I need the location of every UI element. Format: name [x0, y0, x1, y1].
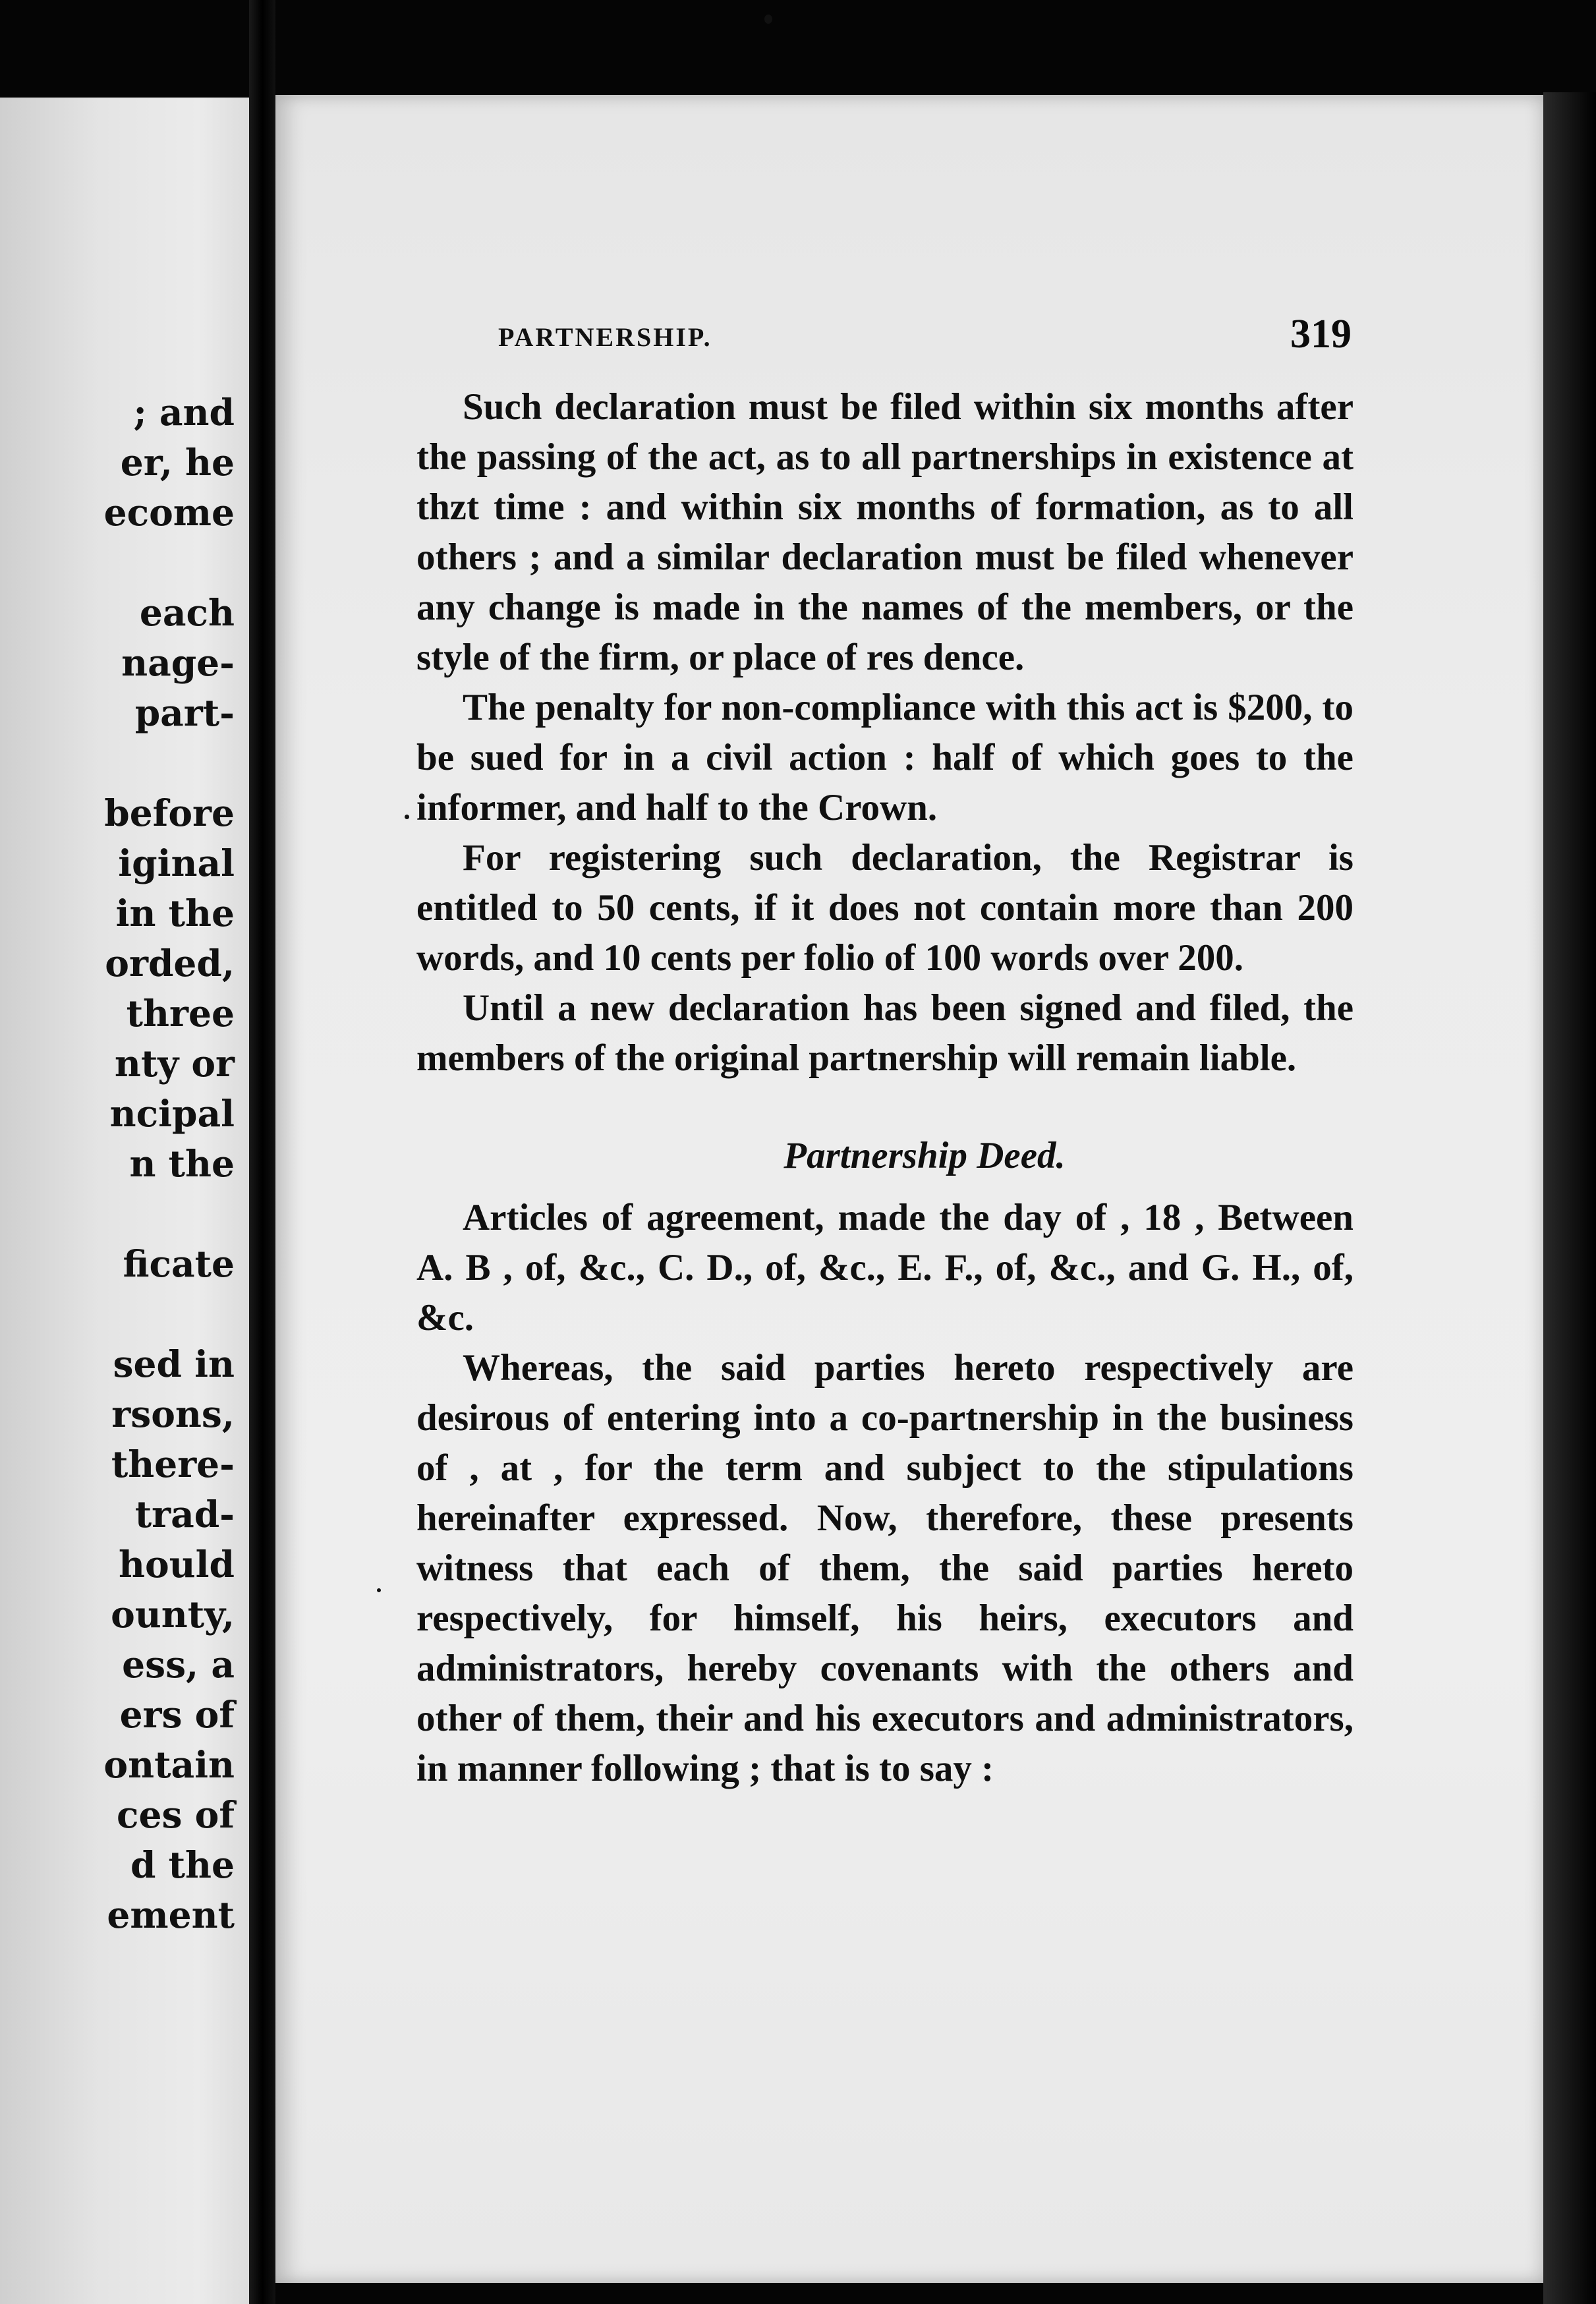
- scan-speck: [764, 14, 772, 24]
- left-page-line: [103, 1189, 235, 1239]
- paragraph-whereas: Whereas, the said parties hereto respectively are desirous of entering into a co-partnership in the business of , at , for the term and subject to the stipulations hereinafter expressed. Now, therefore, these presents witness that each of them, the said parties hereto respectively, for himself, his heirs, executors and administrators, hereby covenants with the others and other of them, their and his executors and administrators, in manner following ; that is to say :: [416, 1347, 1354, 1789]
- left-page-line: each: [139, 591, 235, 634]
- left-page-line: part-: [134, 691, 235, 734]
- left-page-line: ficate: [123, 1242, 235, 1285]
- paragraph-declaration-filing: Such declaration must be filed within six months after the passing of the act, as to all partnerships in existence at thzt time : and within six months of formation, as to all others ; and a similar declaration must be filed whenever any change is made in the names of the members, or the style of the firm, or place of res dence.: [416, 386, 1354, 678]
- running-head: PARTNERSHIP.: [498, 322, 712, 352]
- left-page-line: hould: [118, 1543, 235, 1586]
- left-page-line: [103, 1289, 235, 1339]
- left-page-line: trad-: [134, 1493, 235, 1536]
- left-page-line: in the: [115, 892, 235, 935]
- left-page-line: rsons,: [111, 1393, 235, 1435]
- left-page-line: d the: [130, 1843, 235, 1886]
- left-page-line: er, he: [120, 441, 235, 484]
- left-page-line: before: [104, 792, 235, 834]
- section-heading: Partnership Deed.: [784, 1135, 1066, 1176]
- left-page-line: iginal: [118, 842, 235, 884]
- paragraph-articles-of-agreement: Articles of agreement, made the day of , 18 , Between A. B , of, &c., C. D., of, &c., E. F., of, &c., and G. H., of, &c.: [416, 1197, 1354, 1339]
- left-page-line: ers of: [119, 1693, 235, 1736]
- left-page-line: there-: [111, 1443, 235, 1485]
- left-page-line: ement: [107, 1893, 235, 1936]
- left-page-line: ces of: [117, 1793, 235, 1836]
- left-page-line: [103, 738, 235, 788]
- left-facing-page: [0, 98, 249, 2304]
- book-gutter: [249, 0, 275, 2304]
- left-page-line: [103, 538, 235, 588]
- left-page-line-fragments: [103, 388, 235, 1940]
- paragraph-liability: Until a new declaration has been signed and filed, the members of the original partnership will remain liable.: [416, 987, 1354, 1079]
- left-page-line: sed in: [113, 1342, 235, 1385]
- page-number: 319: [1290, 312, 1352, 357]
- scan-speck: [377, 1588, 381, 1592]
- left-page-line: ontain: [103, 1743, 235, 1786]
- left-page-line: ess, a: [122, 1643, 235, 1686]
- right-page-edge: [1543, 92, 1596, 2304]
- left-page-line: ncipal: [109, 1092, 235, 1135]
- page-body: [416, 382, 1354, 1794]
- paragraph-registration-fee: For registering such declaration, the Registrar is entitled to 50 cents, if it does not contain more than 200 words, and 10 cents per folio of 100 words over 200.: [416, 837, 1354, 979]
- left-page-line: three: [126, 992, 235, 1035]
- left-page-line: nty or: [114, 1042, 235, 1085]
- left-page-line: ; and: [133, 391, 235, 434]
- paragraph-penalty: The penalty for non-compliance with this act is $200, to be sued for in a civil action : half of which goes to the informer, and half to the Crown.: [416, 687, 1354, 828]
- scan-speck: [405, 815, 409, 819]
- left-page-line: n the: [129, 1142, 235, 1185]
- left-page-line: ounty,: [111, 1593, 235, 1636]
- left-page-line: ecome: [103, 491, 235, 534]
- left-page-line: nage-: [121, 641, 235, 684]
- left-page-line: orded,: [105, 942, 235, 985]
